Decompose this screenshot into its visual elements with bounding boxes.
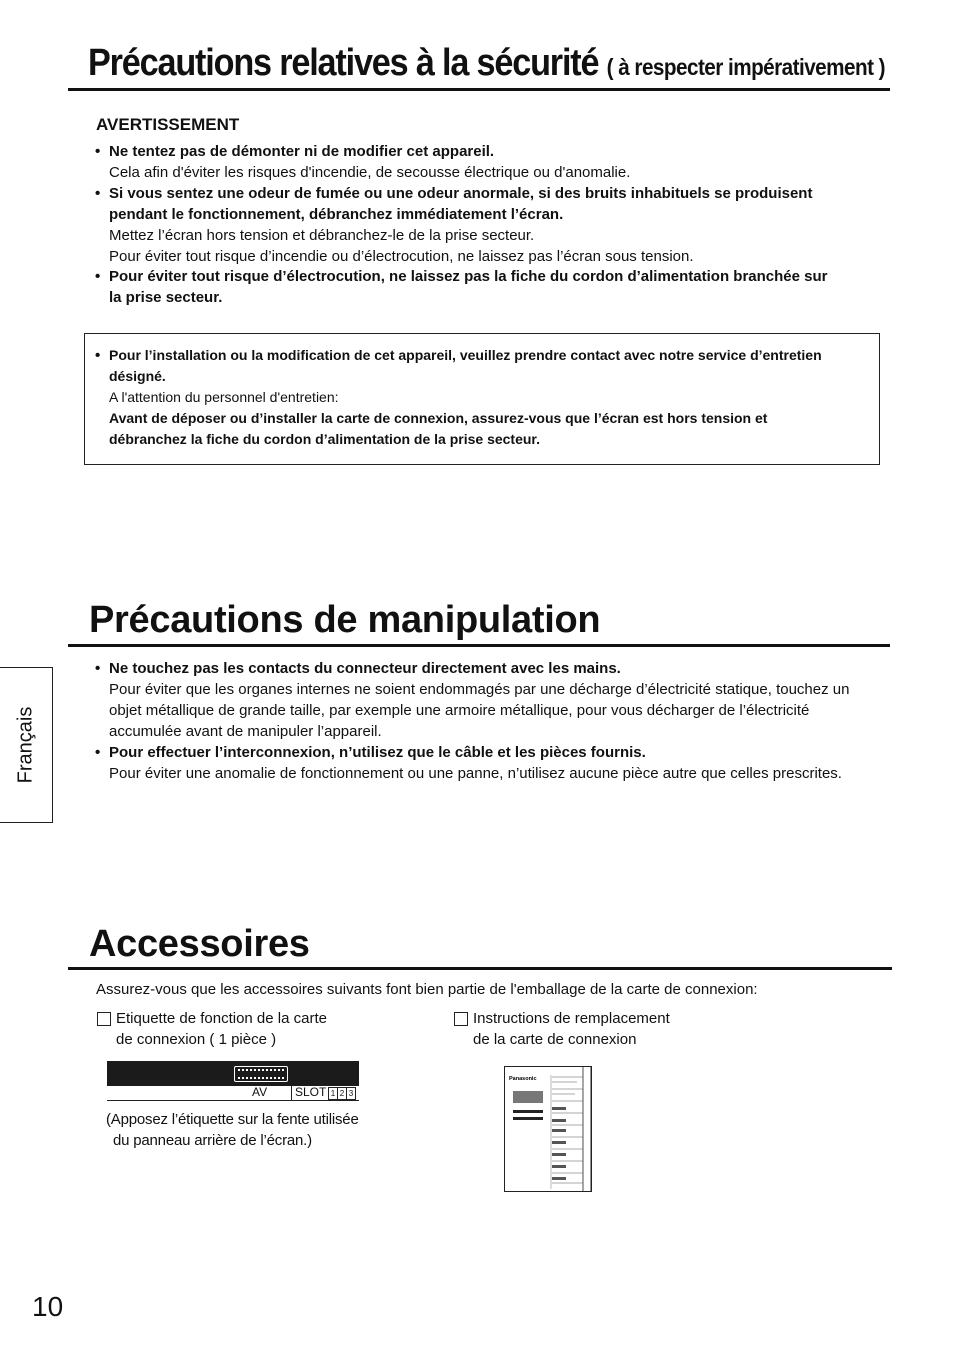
accessories-intro: Assurez-vous que les accessoires suivants font bien partie de l'emballage de la carte de connexion: [96,981,758,998]
handling-item-2-text-1: Pour éviter une anomalie de fonctionnement ou une panne, n’utilisez aucune pièce autre que celles prescrites. [109,765,842,782]
accessory-item-2 [473,1008,670,1050]
bullet-dot: • [95,268,101,285]
warning-item-3-bold-2: la prise secteur. [109,289,223,306]
label-note-line-1: (Apposez l’étiquette sur la fente utilisée [106,1111,359,1128]
handling-item-1-text-2: objet métallique de grande taille, par exemple une armoire métallique, pour vous décharger de l’électricité [109,702,810,719]
label-av: AV [252,1085,268,1099]
slot-numbers [328,1087,355,1100]
label-note-line-2: du panneau arrière de l’écran.) [113,1132,312,1149]
manual-illustration [505,1067,591,1191]
manual-brand: Panasonic [509,1076,537,1082]
handling-item-2 [109,742,891,784]
warning-item-1-bold: Ne tentez pas de démonter ni de modifier cet appareil. [109,143,495,160]
bullet-dot: • [95,185,101,202]
accessory-item-1-line-2: de connexion ( 1 pièce ) [116,1031,277,1048]
warning-item-3-bold-1: Pour éviter tout risque d’électrocution, ne laissez pas la fiche du cordon d’alimentation branchée sur [109,268,828,285]
bullet-dot: • [95,660,101,677]
safety-title-rule [68,88,890,91]
handling-item-1 [109,658,891,742]
warning-item-3 [109,266,828,308]
accessory-item-2-line-2: de la carte de connexion [473,1031,637,1048]
language-tab [0,667,53,823]
accessory-item-2-line-1: Instructions de remplacement [473,1010,670,1027]
safety-title [88,40,885,90]
warning-item-1-text: Cela afin d'éviter les risques d'incendie, de secousse électrique ou d'anomalie. [109,164,631,181]
slot-number-3: 3 [346,1087,356,1100]
function-label-strip [107,1061,359,1086]
function-label-bottom [107,1086,359,1101]
slot-number-1: 1 [328,1087,338,1100]
language-tab-label: Français [14,706,37,784]
warning-item-2-bold-1: Si vous sentez une odeur de fumée ou une odeur anormale, si des bruits inhabituels se produisent [109,185,813,202]
page-number: 10 [32,1291,64,1322]
handling-item-1-text-3: accumulée avant de manipuler l’appareil. [109,723,382,740]
handling-item-1-bold: Ne touchez pas les contacts du connecteur directement avec les mains. [109,660,621,677]
accessories-title-rule [68,967,892,970]
service-notice-bold-1: Pour l’installation ou la modification de cet appareil, veuillez prendre contact avec notre service d’entretien [109,347,822,363]
service-notice-bold-2: désigné. [109,368,166,384]
manual-thumbnail [504,1066,592,1192]
label-divider [291,1086,292,1100]
service-notice-bold-3: Avant de déposer ou d’installer la carte de connexion, assurez-vous que l’écran est hors tension et [109,410,768,426]
warning-item-2-text-2: Pour éviter tout risque d’incendie ou d’électrocution, ne laissez pas l’écran sous tension. [109,248,694,265]
warning-item-2-text-1: Mettez l’écran hors tension et débranchez-le de la prise secteur. [109,227,535,244]
accessory-item-1 [116,1008,327,1050]
accessories-title: Accessoires [89,923,310,965]
checkbox-icon [97,1012,111,1026]
service-notice-text: A l'attention du personnel d'entretien: [109,389,339,405]
checkbox-icon [454,1012,468,1026]
label-slot: SLOT [295,1085,327,1099]
warning-item-2 [109,183,812,267]
label-note [106,1109,359,1151]
safety-title-main: Précautions relatives à la sécurité [88,42,599,84]
bullet-dot: • [95,143,101,160]
handling-item-1-text-1: Pour éviter que les organes internes ne soient endommagés par une décharge d’électricité statique, touchez un [109,681,850,698]
safety-subtitle: ( à respecter impérativement ) [606,54,886,80]
handling-title: Précautions de manipulation [89,599,601,641]
slot-number-2: 2 [337,1087,347,1100]
handling-item-2-bold: Pour effectuer l’interconnexion, n’utilisez que le câble et les pièces fournis. [109,744,646,761]
bullet-dot: • [95,347,101,364]
warning-heading: AVERTISSEMENT [96,115,240,134]
service-notice-bold-4: débranchez la fiche du cordon d’alimentation de la prise secteur. [109,431,540,447]
connector-icon [234,1066,288,1082]
warning-item-1 [109,141,630,183]
warning-item-2-bold-2: pendant le fonctionnement, débranchez immédiatement l’écran. [109,206,564,223]
service-notice [109,345,822,450]
accessory-item-1-line-1: Etiquette de fonction de la carte [116,1010,327,1027]
bullet-dot: • [95,744,101,761]
handling-title-rule [68,644,890,647]
